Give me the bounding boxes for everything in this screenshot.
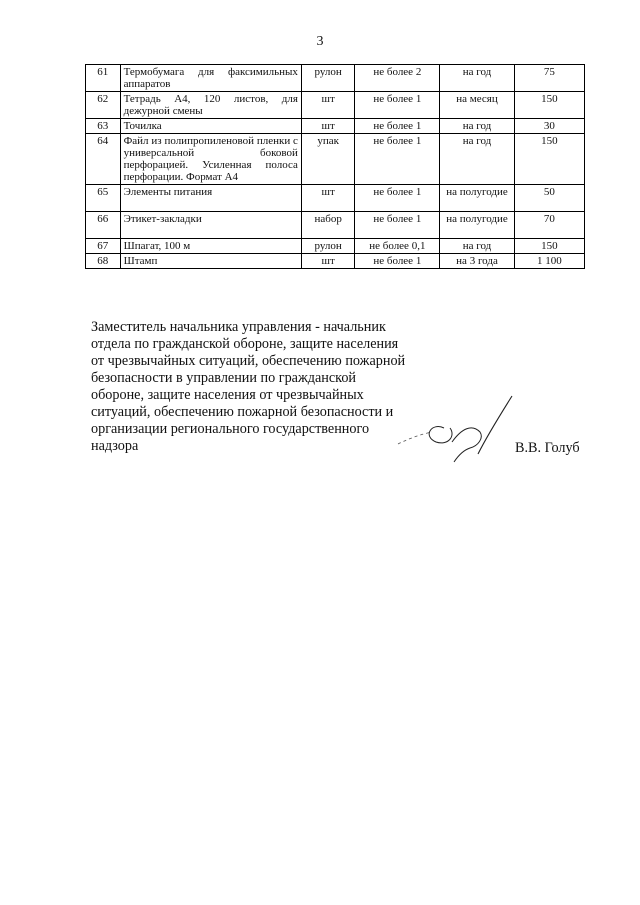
item-price: 150 [514,134,584,185]
handwritten-signature [392,392,522,472]
signer-position-line: безопасности в управлении по гражданской [91,370,357,386]
signer-position-line: надзора [91,438,139,454]
item-price: 1 100 [514,254,584,269]
item-limit: не более 1 [355,212,440,239]
table-row [86,239,585,254]
item-period: на год [440,239,514,254]
item-limit: не более 2 [355,65,440,92]
item-unit: шт [301,92,354,119]
item-period: на 3 года [440,254,514,269]
item-period: на полугодие [440,185,514,212]
row-number: 66 [86,212,121,239]
signer-position-line: обороне, защите населения от чрезвычайных [91,387,364,403]
item-name: Элементы питания [120,185,301,212]
item-price: 30 [514,119,584,134]
table-row [86,119,585,134]
table-row [86,92,585,119]
item-name: Файл из полипропиленовой пленки с универсальной боковой перфорацией. Усиленная полоса перфорации. Формат А4 [120,134,301,185]
item-price: 50 [514,185,584,212]
table-row [86,65,585,92]
item-price: 150 [514,239,584,254]
item-name: Штамп [120,254,301,269]
item-unit: набор [301,212,354,239]
row-number: 64 [86,134,121,185]
item-period: на месяц [440,92,514,119]
item-limit: не более 1 [355,185,440,212]
item-name: Шпагат, 100 м [120,239,301,254]
item-unit: упак [301,134,354,185]
item-price: 150 [514,92,584,119]
table-row [86,134,585,185]
row-number: 63 [86,119,121,134]
item-name: Термобумага для факсимильных аппаратов [120,65,301,92]
signer-position-line: от чрезвычайных ситуаций, обеспечению пожарной [91,353,406,369]
table-row [86,185,585,212]
row-number: 65 [86,185,121,212]
item-limit: не более 1 [355,134,440,185]
item-unit: шт [301,254,354,269]
item-period: на год [440,119,514,134]
item-limit: не более 1 [355,254,440,269]
item-price: 70 [514,212,584,239]
item-period: на год [440,134,514,185]
signer-name: В.В. Голуб [515,440,580,456]
item-period: на год [440,65,514,92]
signer-position-line: Заместитель начальника управления - начальник [91,319,386,335]
item-limit: не более 0,1 [355,239,440,254]
item-name: Точилка [120,119,301,134]
page-number: 3 [316,34,324,49]
item-limit: не более 1 [355,119,440,134]
signer-position [91,319,421,455]
row-number: 62 [86,92,121,119]
table-row [86,212,585,239]
signer-position-line: отдела по гражданской обороне, защите населения [91,336,399,352]
table-row [86,254,585,269]
signer-position-line: организации регионального государственного [91,421,370,437]
item-unit: рулон [301,239,354,254]
item-unit: рулон [301,65,354,92]
item-period: на полугодие [440,212,514,239]
item-name: Тетрадь А4, 120 листов, для дежурной смены [120,92,301,119]
supplies-table [85,64,585,269]
item-unit: шт [301,119,354,134]
item-unit: шт [301,185,354,212]
item-name: Этикет-закладки [120,212,301,239]
row-number: 67 [86,239,121,254]
row-number: 61 [86,65,121,92]
item-price: 75 [514,65,584,92]
row-number: 68 [86,254,121,269]
item-limit: не более 1 [355,92,440,119]
signer-position-line: ситуаций, обеспечению пожарной безопасности и [91,404,394,420]
